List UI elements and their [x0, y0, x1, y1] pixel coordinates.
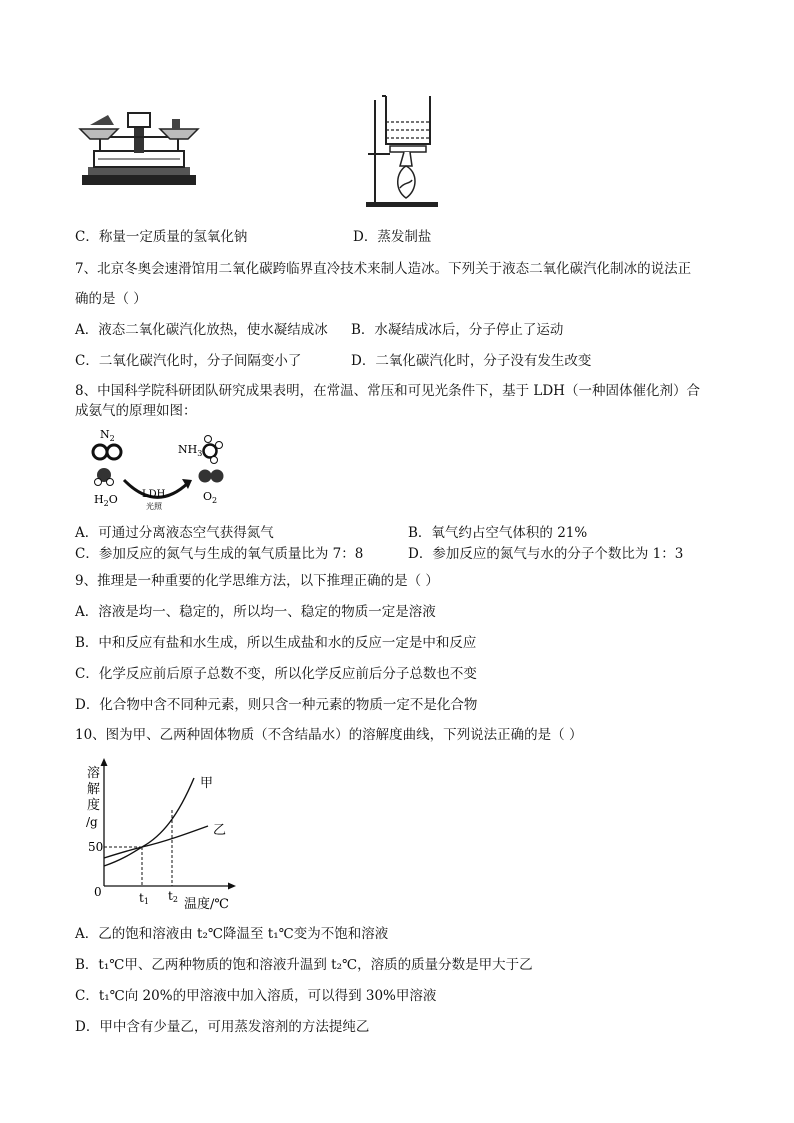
x-tick-t1: t1: [139, 891, 149, 906]
series-yi-label: 乙: [213, 823, 227, 838]
o2-label: $O_2$: [203, 490, 218, 505]
y-axis-arrow: [101, 758, 108, 766]
q7-option-a: A．液态二氧化碳汽化放热，使水凝结成冰: [75, 322, 328, 338]
x-tick-t2: t2: [168, 889, 178, 904]
origin-label: 0: [94, 885, 102, 899]
y-label-char-3: 度: [87, 798, 101, 813]
q7-option-c: C．二氧化碳汽化时，分子间隔变小了: [75, 353, 302, 369]
balance-scale-image: [78, 103, 200, 187]
series-yi-curve: [104, 826, 208, 858]
q9-option-d: D．化合物中含不同种元素，则只含一种元素的物质一定不是化合物: [75, 697, 478, 713]
y-tick-50: 50: [88, 840, 104, 854]
x-axis-label: 温度/℃: [184, 897, 229, 912]
x-axis-arrow: [228, 883, 236, 890]
h2o-label: $H_2O$: [94, 493, 118, 508]
q7-option-b: B．水凝结成冰后，分子停止了运动: [351, 322, 564, 338]
ldh-label: LDH: [142, 489, 166, 500]
solubility-curve-chart: [82, 756, 242, 916]
q7-stem-line2: 确的是（ ）: [75, 291, 147, 307]
q10-option-b: B．t₁℃甲、乙两种物质的饱和溶液升温到 t₂℃，溶质的质量分数是甲大于乙: [75, 957, 533, 973]
q10-stem: 10、图为甲、乙两种固体物质（不含结晶水）的溶解度曲线，下列说法正确的是（ ）: [75, 727, 583, 743]
nh3-label: $NH_3$: [178, 443, 203, 458]
light-condition-label: 光照: [146, 502, 162, 511]
q8-option-d: D．参加反应的氮气与水的分子个数比为 1：3: [408, 546, 684, 562]
q8-option-c: C．参加反应的氮气与生成的氧气质量比为 7：8: [75, 546, 364, 562]
y-label-char-4: /g: [86, 815, 98, 829]
q10-option-c: C．t₁℃向 20%的甲溶液中加入溶质，可以得到 30%甲溶液: [75, 988, 437, 1004]
q8-option-a: A．可通过分离液态空气获得氮气: [75, 525, 274, 541]
n2-label: $N_2$: [100, 428, 115, 443]
y-label-char-1: 溶: [87, 766, 101, 781]
q7-option-d: D．二氧化碳汽化时，分子没有发生改变: [351, 353, 592, 369]
q7-stem-line1: 7、北京冬奥会速滑馆用二氧化碳跨临界直冷技术来制人造冰。下列关于液态二氧化碳汽化制冰的说法正: [75, 261, 692, 277]
series-jia-label: 甲: [200, 776, 214, 791]
q10-option-a: A．乙的饱和溶液由 t₂℃降温至 t₁℃变为不饱和溶液: [75, 926, 389, 942]
y-label-char-2: 解: [87, 782, 101, 797]
q9-option-b: B．中和反应有盐和水生成，所以生成盐和水的反应一定是中和反应: [75, 635, 477, 651]
q10-option-d: D．甲中含有少量乙，可用蒸发溶剂的方法提纯乙: [75, 1019, 370, 1035]
q8-stem-line1: 8、中国科学院科研团队研究成果表明，在常温、常压和可见光条件下，基于 LDH（一种固体催化剂）合: [75, 383, 700, 399]
q6-option-c: C．称量一定质量的氢氧化钠: [75, 229, 248, 245]
q8-stem-line2: 成氨气的原理如图：: [75, 403, 197, 419]
q9-option-a: A．溶液是均一、稳定的，所以均一、稳定的物质一定是溶液: [75, 604, 436, 620]
series-jia-curve: [104, 778, 194, 866]
q8-option-b: B．氧气约占空气体积的 21%: [408, 525, 588, 541]
q9-stem: 9、推理是一种重要的化学思维方法，以下推理正确的是（ ）: [75, 573, 439, 589]
evaporation-apparatus-image: [360, 92, 442, 208]
q6-option-d: D．蒸发制盐: [353, 229, 432, 245]
q9-option-c: C．化学反应前后原子总数不变，所以化学反应前后分子总数也不变: [75, 666, 477, 682]
ammonia-synthesis-diagram: [86, 425, 242, 517]
